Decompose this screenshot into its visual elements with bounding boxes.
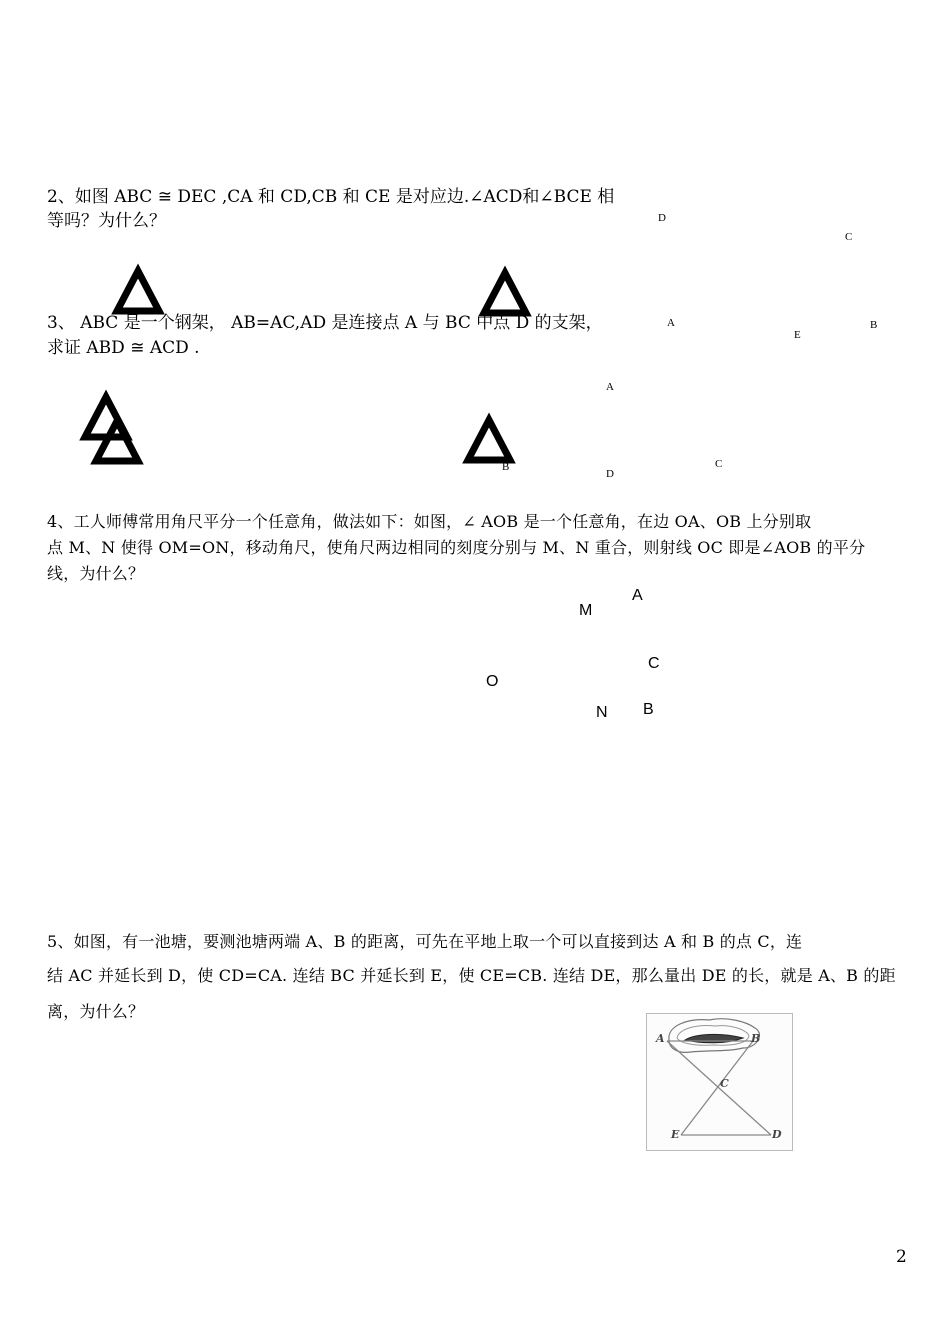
page-number: 2 <box>896 1247 907 1267</box>
q3-line1: 3、 ABC 是一个钢架， AB=AC,AD 是连接点 A 与 BC 中点 D 的支架， <box>47 313 603 333</box>
pond-label-c: C <box>720 1077 729 1090</box>
triangle-symbol-icon <box>112 266 164 316</box>
q4-label-b: B <box>643 701 654 718</box>
q2-label-c: C <box>845 231 853 243</box>
q3-label-b: B <box>502 461 510 473</box>
triangle-symbol-icon <box>463 415 515 465</box>
q2-line1: 2、如图 ABC ≅ DEC ,CA 和 CD,CB 和 CE 是对应边.∠ACD和∠BCE 相 <box>47 187 615 207</box>
pond-label-e: E <box>671 1128 680 1141</box>
q4-label-n: N <box>596 704 608 721</box>
q4-label-a: A <box>632 587 643 604</box>
q5-line3: 离，为什么？ <box>47 1002 145 1021</box>
q4-line2: 点 M、N 使得 OM=ON，移动角尺，使角尺两边相同的刻度分别与 M、N 重合，则射线 OC 即是∠AOB 的平分 <box>47 538 866 557</box>
triangle-symbol-icon <box>91 416 143 466</box>
q4-label-c: C <box>648 655 660 672</box>
q2-label-d: D <box>658 212 666 224</box>
q2-line2: 等吗？为什么？ <box>47 211 166 231</box>
q2-label-e: E <box>794 329 801 341</box>
pond-label-a: A <box>656 1032 665 1045</box>
pond-figure <box>646 1013 793 1151</box>
q3-line2: 求证 ABD ≅ ACD . <box>47 338 200 358</box>
q2-label-a: A <box>667 317 675 329</box>
q5-line2: 结 AC 并延长到 D，使 CD=CA. 连结 BC 并延长到 E，使 CE=CB. 连结 DE，那么量出 DE 的长，就是 A、B 的距 <box>47 966 896 985</box>
q4-line3: 线，为什么？ <box>47 564 145 583</box>
q3-label-d: D <box>606 468 614 480</box>
pond-label-d: D <box>772 1128 782 1141</box>
q4-line1: 4、工人师傅常用角尺平分一个任意角，做法如下：如图，∠ AOB 是一个任意角，在边 OA、OB 上分别取 <box>47 512 812 531</box>
q3-label-c: C <box>715 458 723 470</box>
q4-label-o: O <box>486 673 499 690</box>
pond-label-b: B <box>751 1032 761 1045</box>
q4-label-m: M <box>579 602 593 619</box>
q3-label-a: A <box>606 381 614 393</box>
q5-line1: 5、如图，有一池塘，要测池塘两端 A、B 的距离，可先在平地上取一个可以直接到达 A 和 B 的点 C，连 <box>47 932 803 951</box>
q2-label-b: B <box>870 319 878 331</box>
